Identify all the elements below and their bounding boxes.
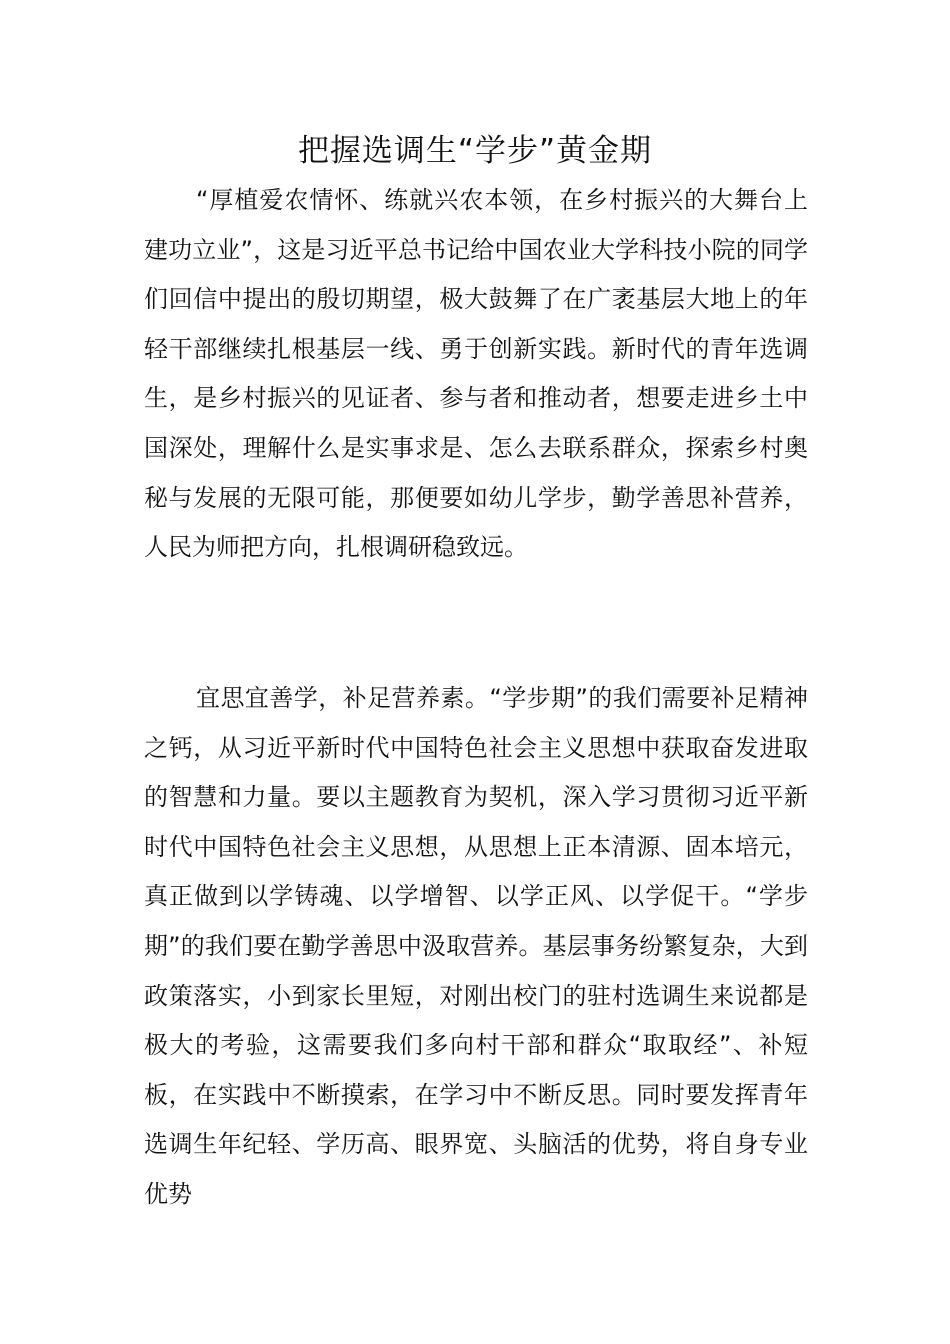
document-title: 把握选调生“学步”黄金期 — [297, 133, 653, 169]
paragraph-study: 宜思宜善学，补足营养素。“学步期”的我们需要补足精神之钙，从习近平新时代中国特色社会主义思想中获取奋发进取的智慧和力量。要以主题教育为契机，深入学习贯彻习近平新时代中国特色社会主义思想，从思想上正本清源、固本培元，真正做到以学铸魂、以学增智、以学正风、以学促干。“学步期”的我们要在勤学善思中汲取营养。基层事务纷繁复杂，大到政策落实，小到家长里短，对刚出校门的驻村选调生来说都是极大的考验，这需要我们多向村干部和群众“取取经”、补短板，在实践中不断摸索，在学习中不断反思。同时要发挥青年选调生年纪轻、学历高、眼界宽、头脑活的优势，将自身专业优势 — [144, 684, 808, 1208]
paragraph-intro: “厚植爱农情怀、练就兴农本领，在乡村振兴的大舞台上建功立业”，这是习近平总书记给中国农业大学科技小院的同学们回信中提出的殷切期望，极大鼓舞了在广袤基层大地上的年轻干部继续扎根基层一线、勇于创新实践。新时代的青年选调生，是乡村振兴的见证者、参与者和推动者，想要走进乡土中国深处，理解什么是实事求是、怎么去联系群众，探索乡村奥秘与发展的无限可能，那便要如幼儿学步，勤学善思补营养，人民为师把方向，扎根调研稳致远。 — [144, 186, 808, 562]
